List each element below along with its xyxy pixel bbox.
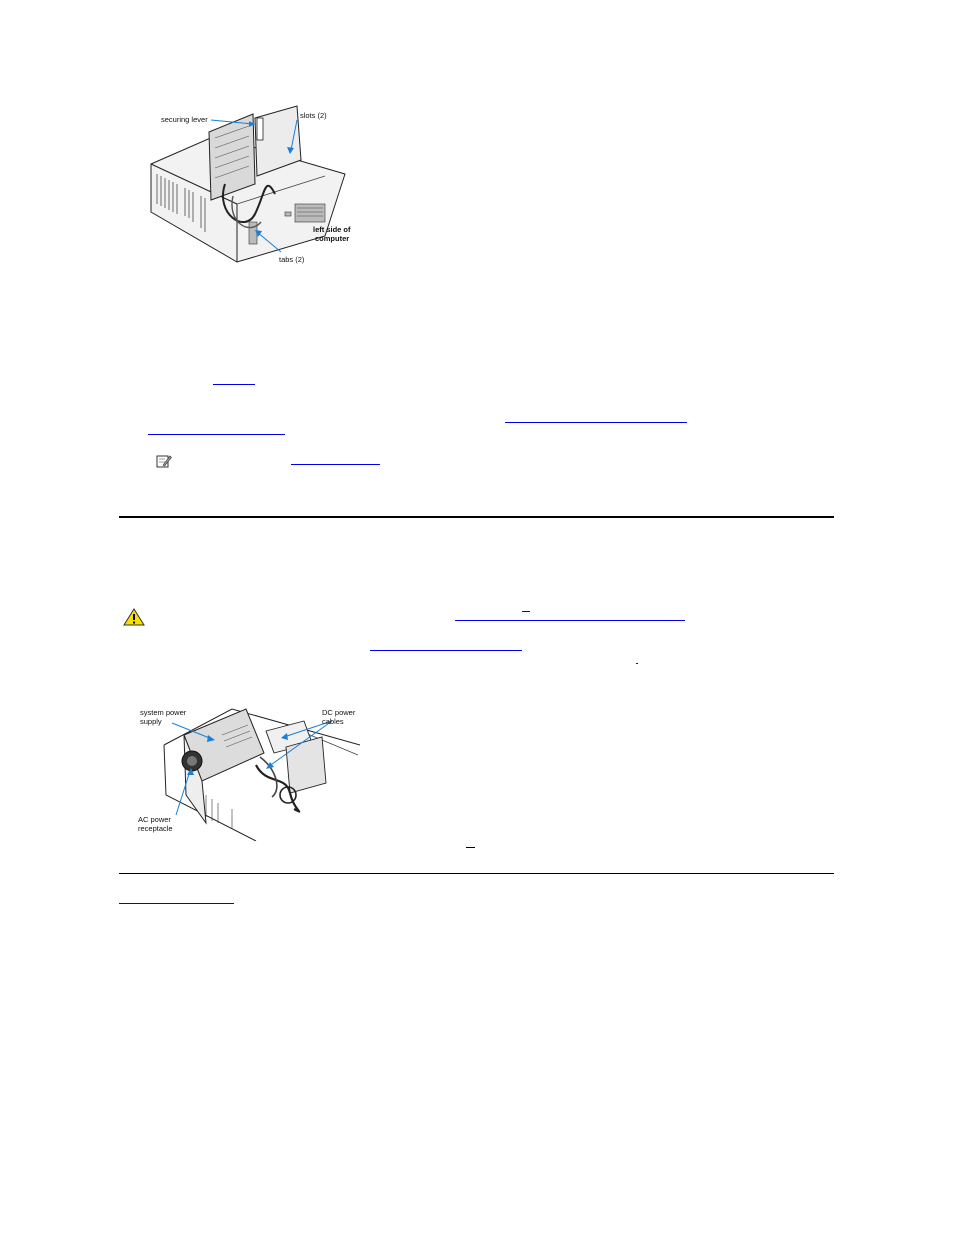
note-pencil-icon [156,454,172,468]
link-note-reference[interactable] [291,464,380,465]
link-reference-1b[interactable] [148,434,285,435]
link-cables-reference[interactable] [370,650,522,651]
callout-psu-line2: supply [140,717,162,726]
page-footer-divider [119,873,834,874]
link-reference-1a[interactable] [505,422,687,423]
callout-tabs: tabs (2) [279,255,305,264]
caution-triangle-icon [123,608,145,626]
link-caution-reference[interactable] [455,620,685,621]
callout-securing-lever: securing lever [161,115,208,124]
callout-slots: slots (2) [300,111,327,120]
figure-riser-bracket [145,104,361,266]
footnote-mark [466,847,475,848]
section-divider [119,516,834,518]
link-back-to-contents[interactable] [119,903,234,904]
link-cover[interactable] [213,384,255,385]
link-caution-mark [522,611,530,612]
callout-psu-line1: system power [140,708,187,717]
callout-dc-line1: DC power [322,708,356,717]
callout-ac-line2: receptacle [138,824,173,833]
link-dot-mark [636,663,638,664]
callout-ac-line1: AC power [138,815,171,824]
callout-left-side-line1: left side of [313,225,351,234]
figure-power-supply [136,705,360,841]
callout-left-side-line2: computer [315,234,350,243]
power-supply-illustration [136,705,360,841]
callout-dc-line2: cables [322,717,344,726]
riser-bracket-illustration [145,104,361,266]
